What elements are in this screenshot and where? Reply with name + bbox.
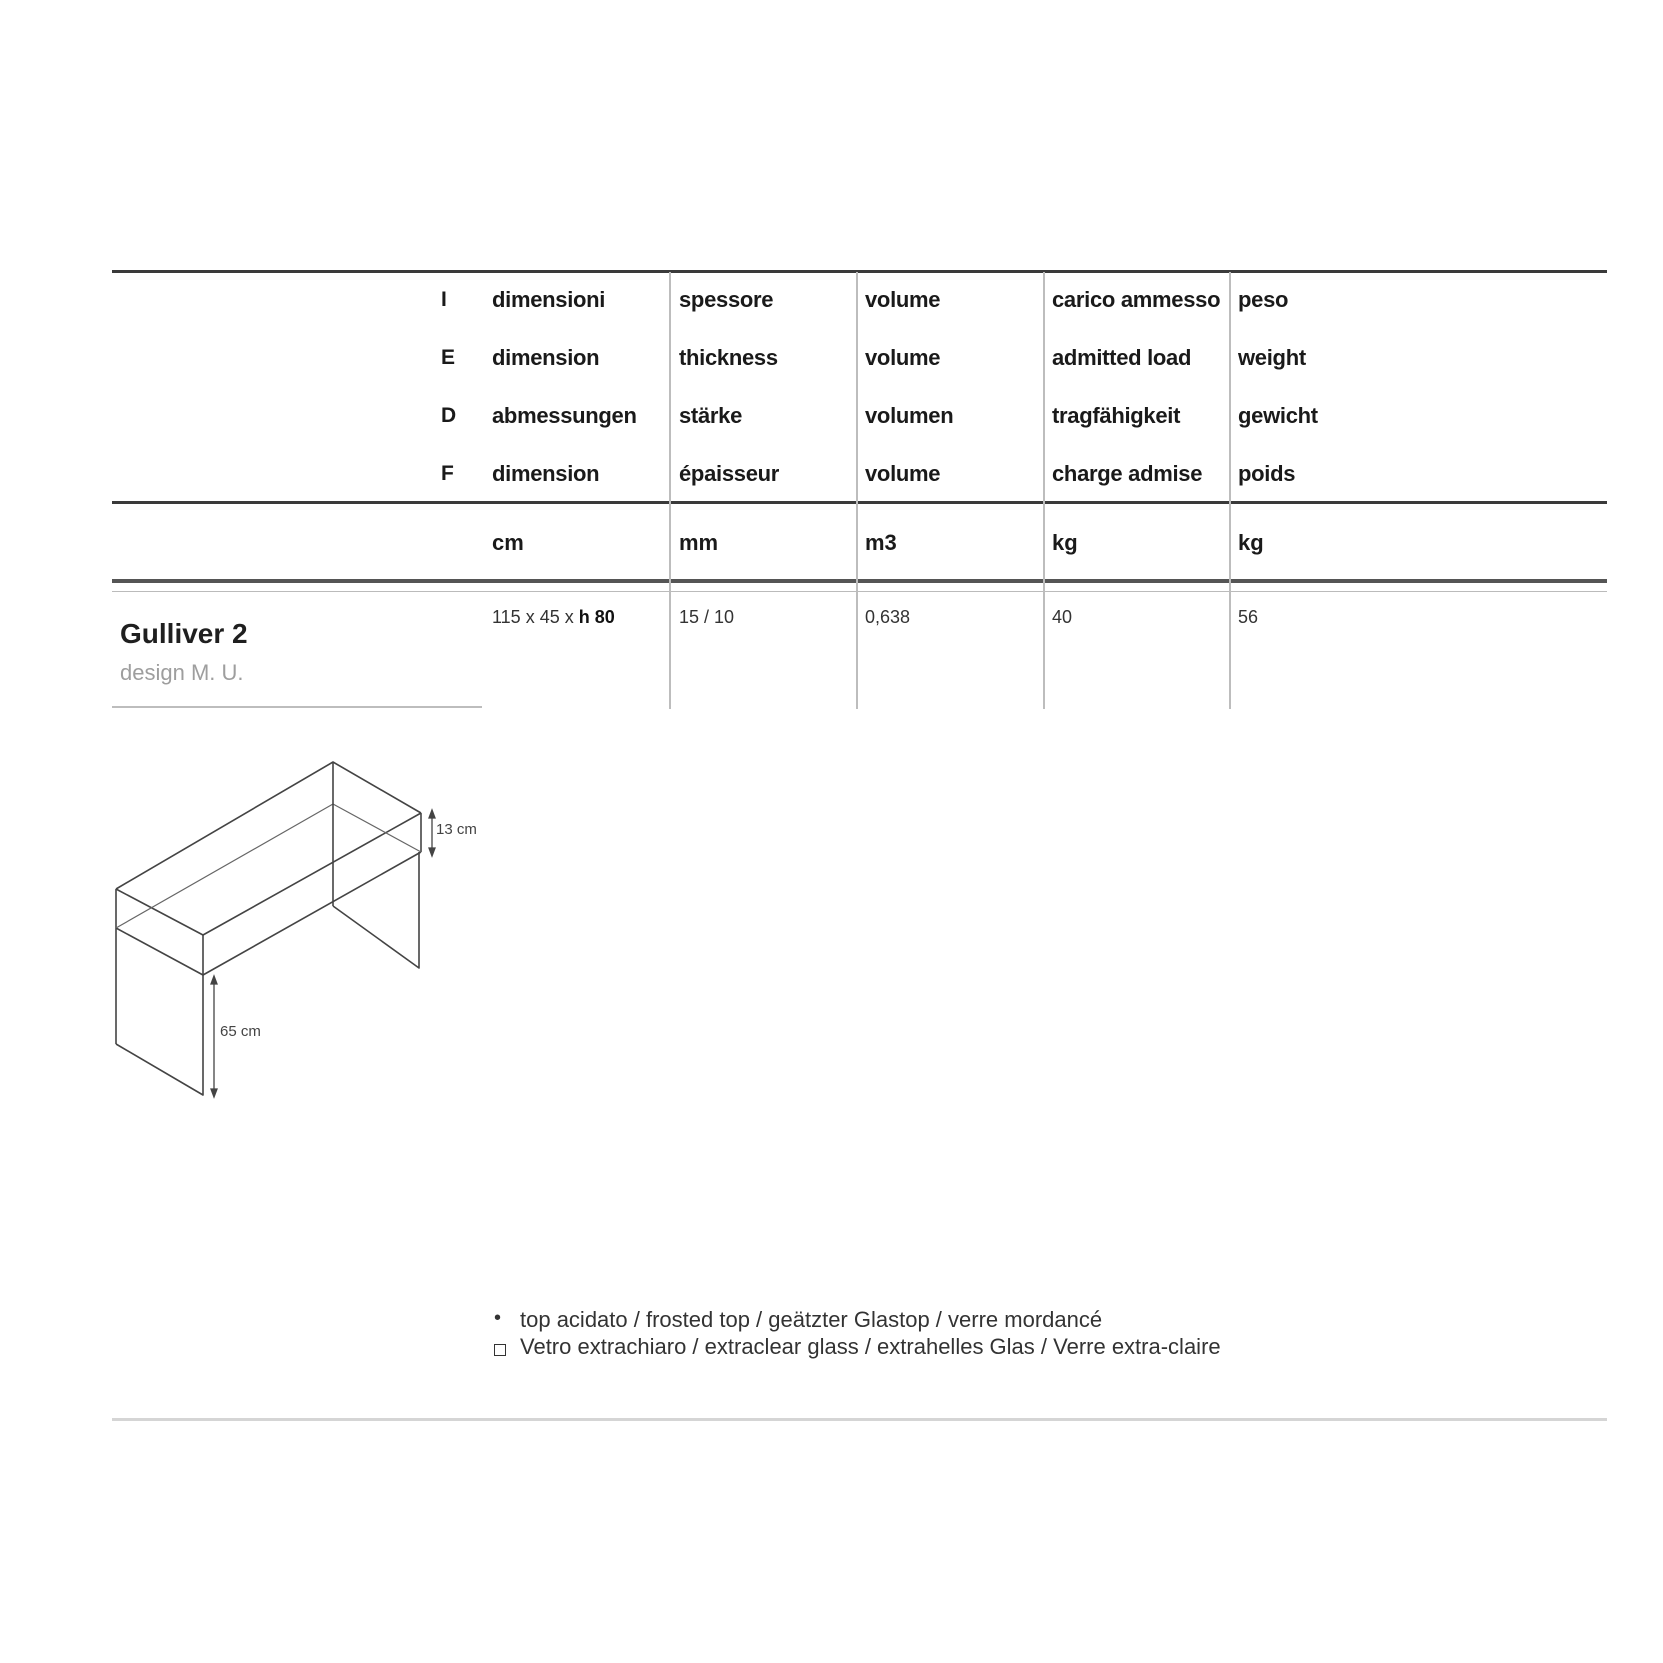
product-designer: design M. U. xyxy=(120,660,244,685)
unit-weight: kg xyxy=(1238,530,1264,555)
language-code-en: E xyxy=(441,346,456,369)
header-volume-en: volume xyxy=(865,345,941,370)
header-weight-fr: poids xyxy=(1238,461,1296,486)
column-divider xyxy=(1043,272,1045,709)
column-divider xyxy=(856,272,858,709)
drawing-top-back-edge xyxy=(116,762,421,889)
drawing-front-leg xyxy=(116,975,203,1095)
drawing-label-side: 65 cm xyxy=(220,1023,261,1040)
header-dimension-de: abmessungen xyxy=(492,403,637,428)
note-frosted-top: top acidato / frosted top / geätzter Glastop / verre mordancé xyxy=(520,1307,1103,1332)
column-divider xyxy=(1229,272,1231,709)
value-dimension-prefix: 115 x 45 x xyxy=(492,607,579,627)
product-name: Gulliver 2 xyxy=(120,618,248,649)
unit-thickness: mm xyxy=(679,530,719,555)
desk-technical-drawing xyxy=(100,750,500,1100)
note-extraclear-glass: Vetro extrachiaro / extraclear glass / extrahelles Glas / Verre extra-claire xyxy=(520,1334,1221,1359)
drawing-back-leg xyxy=(333,852,419,968)
drawing-dim-side-arrow-up xyxy=(211,976,217,984)
drawing-inner-shelf xyxy=(116,804,421,928)
header-dimension-it: dimensioni xyxy=(492,287,606,312)
table-top-rule xyxy=(112,270,1607,273)
unit-load: kg xyxy=(1052,530,1078,555)
value-dimension xyxy=(492,607,615,628)
header-dimension-fr: dimension xyxy=(492,461,600,486)
drawing-dim-top-arrow-down xyxy=(429,848,435,856)
drawing-dim-top-arrow-up xyxy=(429,810,435,818)
value-thickness: 15 / 10 xyxy=(679,607,735,627)
drawing-dim-side-arrow-down xyxy=(211,1089,217,1097)
header-thickness-fr: épaisseur xyxy=(679,461,780,486)
unit-volume: m3 xyxy=(865,530,897,555)
header-load-it: carico ammesso xyxy=(1052,287,1221,312)
language-code-fr: F xyxy=(441,462,454,485)
column-divider xyxy=(669,272,671,709)
header-volume-it: volume xyxy=(865,287,941,312)
header-load-en: admitted load xyxy=(1052,345,1192,370)
header-weight-de: gewicht xyxy=(1238,403,1318,428)
header-load-de: tragfähigkeit xyxy=(1052,403,1181,428)
units-thin-rule xyxy=(112,591,1607,592)
footer-rule xyxy=(112,1418,1607,1421)
header-volume-fr: volume xyxy=(865,461,941,486)
bullet-icon: • xyxy=(494,1307,502,1329)
header-weight-it: peso xyxy=(1238,287,1289,312)
value-load: 40 xyxy=(1052,607,1073,627)
product-underline xyxy=(112,706,482,708)
header-thickness-en: thickness xyxy=(679,345,778,370)
language-code-it: I xyxy=(441,288,447,311)
value-volume: 0,638 xyxy=(865,607,911,627)
drawing-label-top: 13 cm xyxy=(436,821,477,838)
square-outline-icon xyxy=(494,1344,506,1356)
drawing-top-front-edge xyxy=(116,813,421,935)
header-volume-de: volumen xyxy=(865,403,954,428)
value-weight: 56 xyxy=(1238,607,1259,627)
unit-dimension: cm xyxy=(492,530,524,555)
units-bottom-rule xyxy=(112,579,1607,583)
header-load-fr: charge admise xyxy=(1052,461,1203,486)
header-thickness-it: spessore xyxy=(679,287,774,312)
header-weight-en: weight xyxy=(1238,345,1306,370)
language-code-de: D xyxy=(441,404,457,427)
header-thickness-de: stärke xyxy=(679,403,743,428)
header-bottom-rule xyxy=(112,501,1607,504)
value-dimension-height: h 80 xyxy=(578,607,615,627)
header-dimension-en: dimension xyxy=(492,345,600,370)
